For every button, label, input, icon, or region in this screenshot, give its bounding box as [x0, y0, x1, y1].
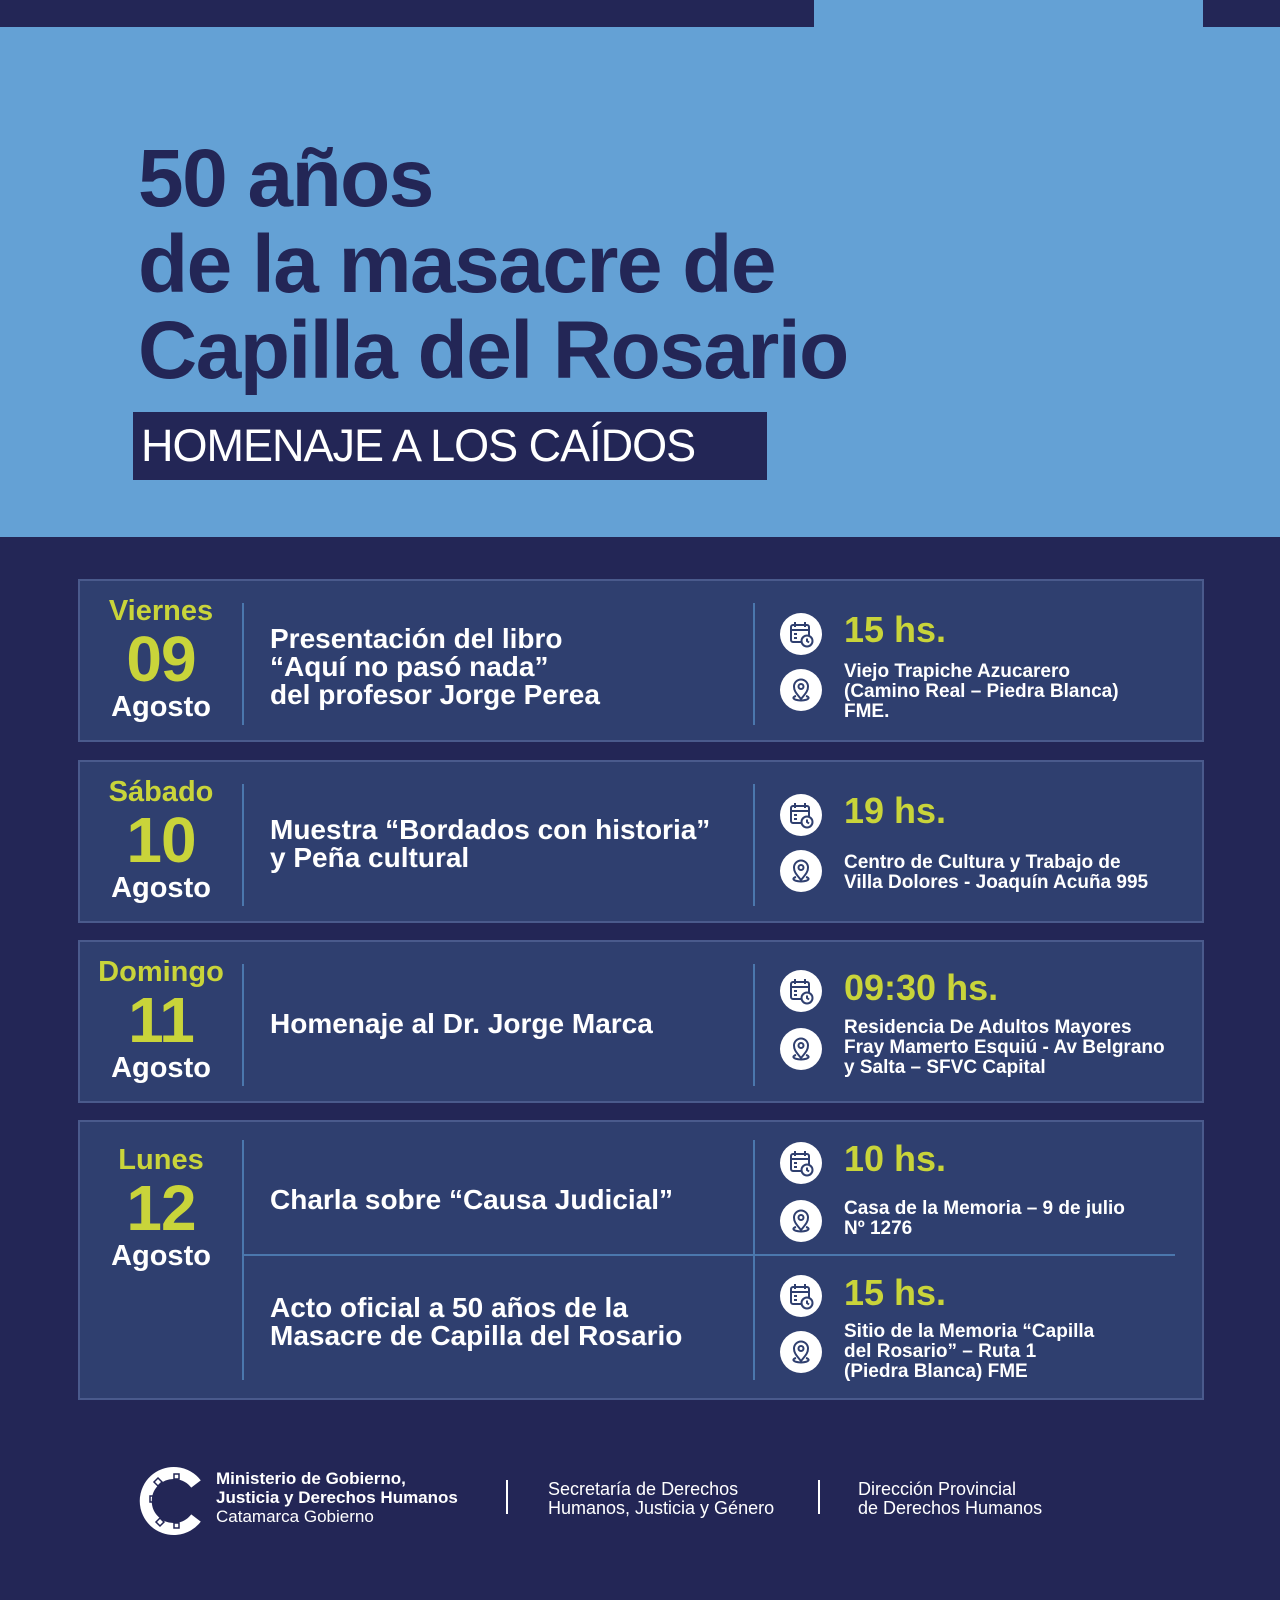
ministry-line: Ministerio de Gobierno, [216, 1469, 406, 1488]
desc-line: Acto oficial a 50 años de la [270, 1292, 628, 1323]
day-name: Sábado [108, 776, 214, 808]
event-date [80, 1144, 242, 1272]
divider [242, 784, 244, 906]
event-place [844, 853, 1148, 893]
desc-line: Muestra “Bordados con historia” [270, 814, 711, 845]
place-line: y Salta – SFVC Capital [844, 1057, 1046, 1078]
place-line: Casa de la Memoria – 9 de julio [844, 1198, 1125, 1219]
event-description [270, 816, 710, 872]
place-line: Residencia De Adultos Mayores [844, 1017, 1132, 1038]
day-name: Lunes [118, 1144, 204, 1176]
desc-line: Masacre de Capilla del Rosario [270, 1320, 683, 1351]
event-time: 19 hs. [844, 790, 947, 831]
divider [753, 964, 755, 1086]
desc-line: Presentación del libro [270, 623, 563, 654]
place-line: Nº 1276 [844, 1218, 913, 1239]
calendar-clock-icon [780, 970, 822, 1012]
title-line: 50 años [138, 133, 433, 224]
event-card-lunes [78, 1120, 1204, 1400]
event-card-domingo [78, 940, 1204, 1103]
row-divider [243, 1254, 1175, 1256]
event-description [270, 1186, 673, 1214]
event-time: 15 hs. [844, 609, 947, 650]
location-pin-icon [780, 850, 822, 892]
divider [242, 1140, 244, 1380]
ministry-name [216, 1469, 458, 1526]
desc-line: “Aquí no pasó nada” [270, 651, 549, 682]
event-description [270, 1294, 682, 1350]
event-date [80, 595, 242, 723]
divider [242, 603, 244, 725]
day-month: Agosto [111, 1240, 211, 1272]
divider [242, 964, 244, 1086]
divider [753, 1140, 755, 1380]
place-line: Villa Dolores - Joaquín Acuña 995 [844, 872, 1149, 893]
ministry-subtitle: Catamarca Gobierno [216, 1507, 374, 1526]
day-number: 11 [128, 984, 194, 1056]
event-place [844, 1322, 1094, 1382]
place-line: (Piedra Blanca) FME [844, 1361, 1028, 1382]
event-description [270, 1010, 653, 1038]
top-decor-strip [1203, 0, 1280, 27]
event-card-sabado [78, 760, 1204, 923]
desc-line: Homenaje al Dr. Jorge Marca [270, 1008, 653, 1039]
day-number: 09 [126, 623, 196, 695]
day-month: Agosto [111, 872, 211, 904]
ministry-line: Justicia y Derechos Humanos [216, 1488, 458, 1507]
title-line: Capilla del Rosario [138, 305, 848, 396]
title-line: de la masacre de [138, 219, 775, 310]
day-number: 12 [126, 1172, 196, 1244]
header-banner [0, 0, 1280, 537]
secretaria-line: Humanos, Justicia y Género [548, 1498, 775, 1518]
divider [753, 784, 755, 906]
place-line: FME. [844, 701, 890, 722]
secretaria-line: Secretaría de Derechos [548, 1479, 739, 1499]
desc-line: y Peña cultural [270, 842, 470, 873]
calendar-clock-icon [780, 613, 822, 655]
divider [753, 603, 755, 725]
day-number: 10 [126, 804, 196, 876]
desc-line: Charla sobre “Causa Judicial” [270, 1184, 674, 1215]
subtitle: HOMENAJE A LOS CAÍDOS [141, 420, 696, 471]
calendar-clock-icon [780, 1142, 822, 1184]
calendar-clock-icon [780, 1275, 822, 1317]
divider [506, 1480, 508, 1514]
day-name: Domingo [98, 956, 224, 988]
page-title [138, 133, 848, 396]
event-time: 10 hs. [844, 1138, 947, 1179]
place-line: Sitio de la Memoria “Capilla [844, 1321, 1095, 1342]
direccion-name [858, 1480, 1042, 1518]
place-line: del Rosario” – Ruta 1 [844, 1341, 1037, 1362]
day-name: Viernes [108, 595, 214, 627]
place-line: Centro de Cultura y Trabajo de [844, 852, 1121, 873]
place-line: Fray Mamerto Esquiú - Av Belgrano [844, 1037, 1165, 1058]
place-line: Viejo Trapiche Azucarero [844, 661, 1070, 682]
calendar-clock-icon [780, 794, 822, 836]
secretaria-name [548, 1480, 774, 1518]
divider [818, 1480, 820, 1514]
event-place [844, 1199, 1125, 1239]
event-description [270, 625, 600, 709]
direccion-line: Dirección Provincial [858, 1479, 1017, 1499]
subtitle-box [133, 412, 767, 480]
event-time: 15 hs. [844, 1272, 947, 1313]
event-card-viernes [78, 579, 1204, 742]
ministry-logo-icon [138, 1466, 208, 1541]
event-place [844, 662, 1119, 722]
day-month: Agosto [111, 1052, 211, 1084]
place-line: (Camino Real – Piedra Blanca) [844, 681, 1119, 702]
event-date [80, 956, 242, 1084]
location-pin-icon [780, 1331, 822, 1373]
location-pin-icon [780, 1200, 822, 1242]
desc-line: del profesor Jorge Perea [270, 679, 600, 710]
event-time: 09:30 hs. [844, 967, 999, 1008]
direccion-line: de Derechos Humanos [858, 1498, 1043, 1518]
event-place [844, 1018, 1165, 1078]
top-decor-strip [0, 0, 814, 27]
location-pin-icon [780, 669, 822, 711]
event-date [80, 776, 242, 904]
location-pin-icon [780, 1028, 822, 1070]
day-month: Agosto [111, 691, 211, 723]
footer [0, 1450, 1280, 1570]
